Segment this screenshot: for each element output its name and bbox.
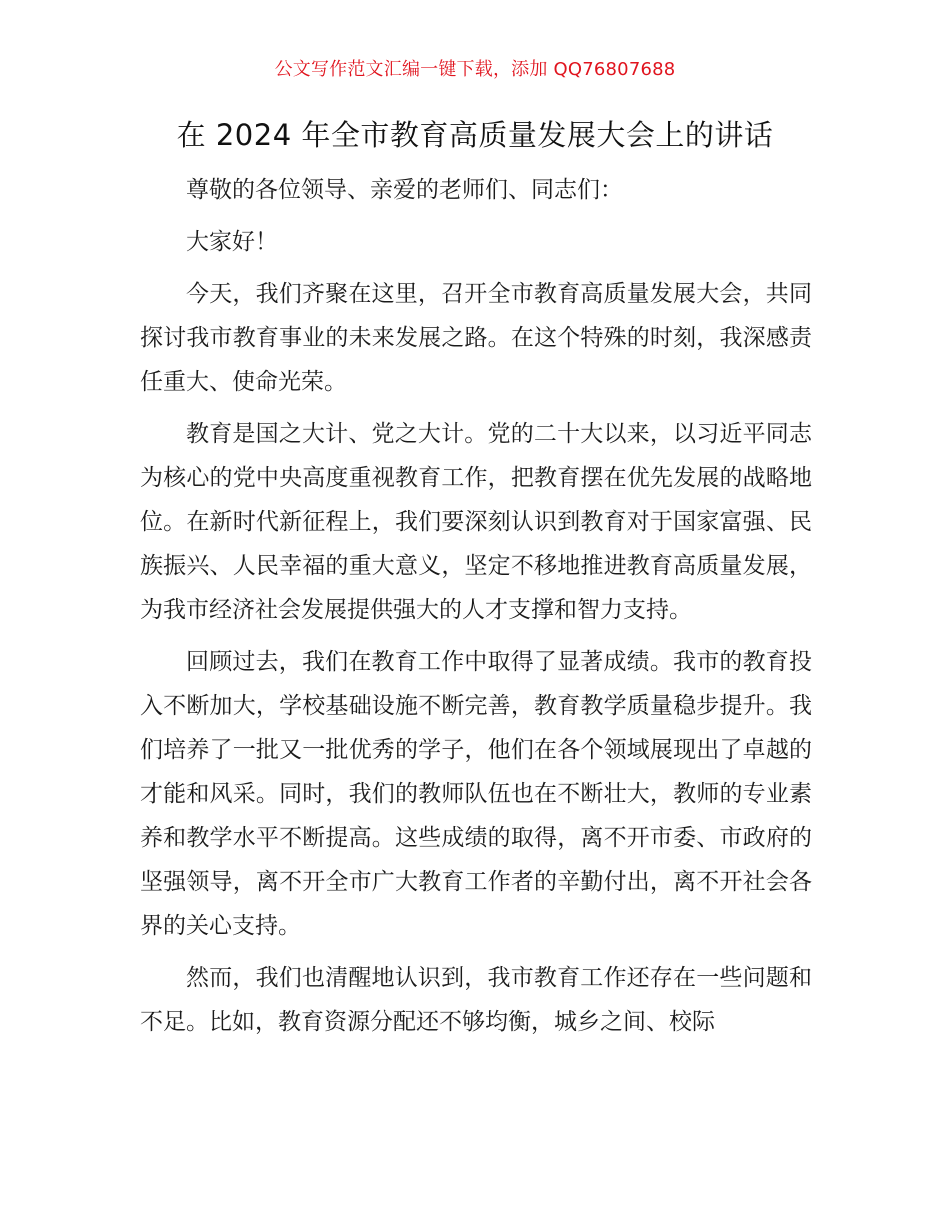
salutation: 尊敬的各位领导、亲爱的老师们、同志们： — [186, 177, 623, 203]
download-banner: 公文写作范文汇编一键下载，添加 QQ76807688 — [274, 59, 676, 80]
paragraph: 回顾过去，我们在教育工作中取得了显著成绩。我市的教育投入不断加大，学校基础设施不断完善，教育教学质量稳步提升。我们培养了一批又一批优秀的学子，他们在各个领域展现出了卓越的才能和风采。同时，我们的教师队伍也在不断壮大，教师的专业素养和教学水平不断提高。这些成绩的取得，离不开市委、市政府的坚强领导，离不开全市广大教育工作者的辛勤付出，离不开社会各界的关心支持。 — [140, 649, 812, 939]
document-body — [140, 168, 812, 1052]
page-title: 在 2024 年全市教育高质量发展大会上的讲话 — [176, 118, 774, 152]
paragraph: 然而，我们也清醒地认识到，我市教育工作还存在一些问题和不足。比如，教育资源分配还不够均衡，城乡之间、校际 — [140, 965, 812, 1035]
paragraph: 教育是国之大计、党之大计。党的二十大以来，以习近平同志为核心的党中央高度重视教育工作，把教育摆在优先发展的战略地位。在新时代新征程上，我们要深刻认识到教育对于国家富强、民族振兴、人民幸福的重大意义，坚定不移地推进教育高质量发展，为我市经济社会发展提供强大的人才支撑和智力支持。 — [140, 421, 812, 623]
greeting: 大家好！ — [186, 229, 278, 255]
paragraph: 今天，我们齐聚在这里，召开全市教育高质量发展大会，共同探讨我市教育事业的未来发展之路。在这个特殊的时刻，我深感责任重大、使命光荣。 — [140, 281, 812, 395]
